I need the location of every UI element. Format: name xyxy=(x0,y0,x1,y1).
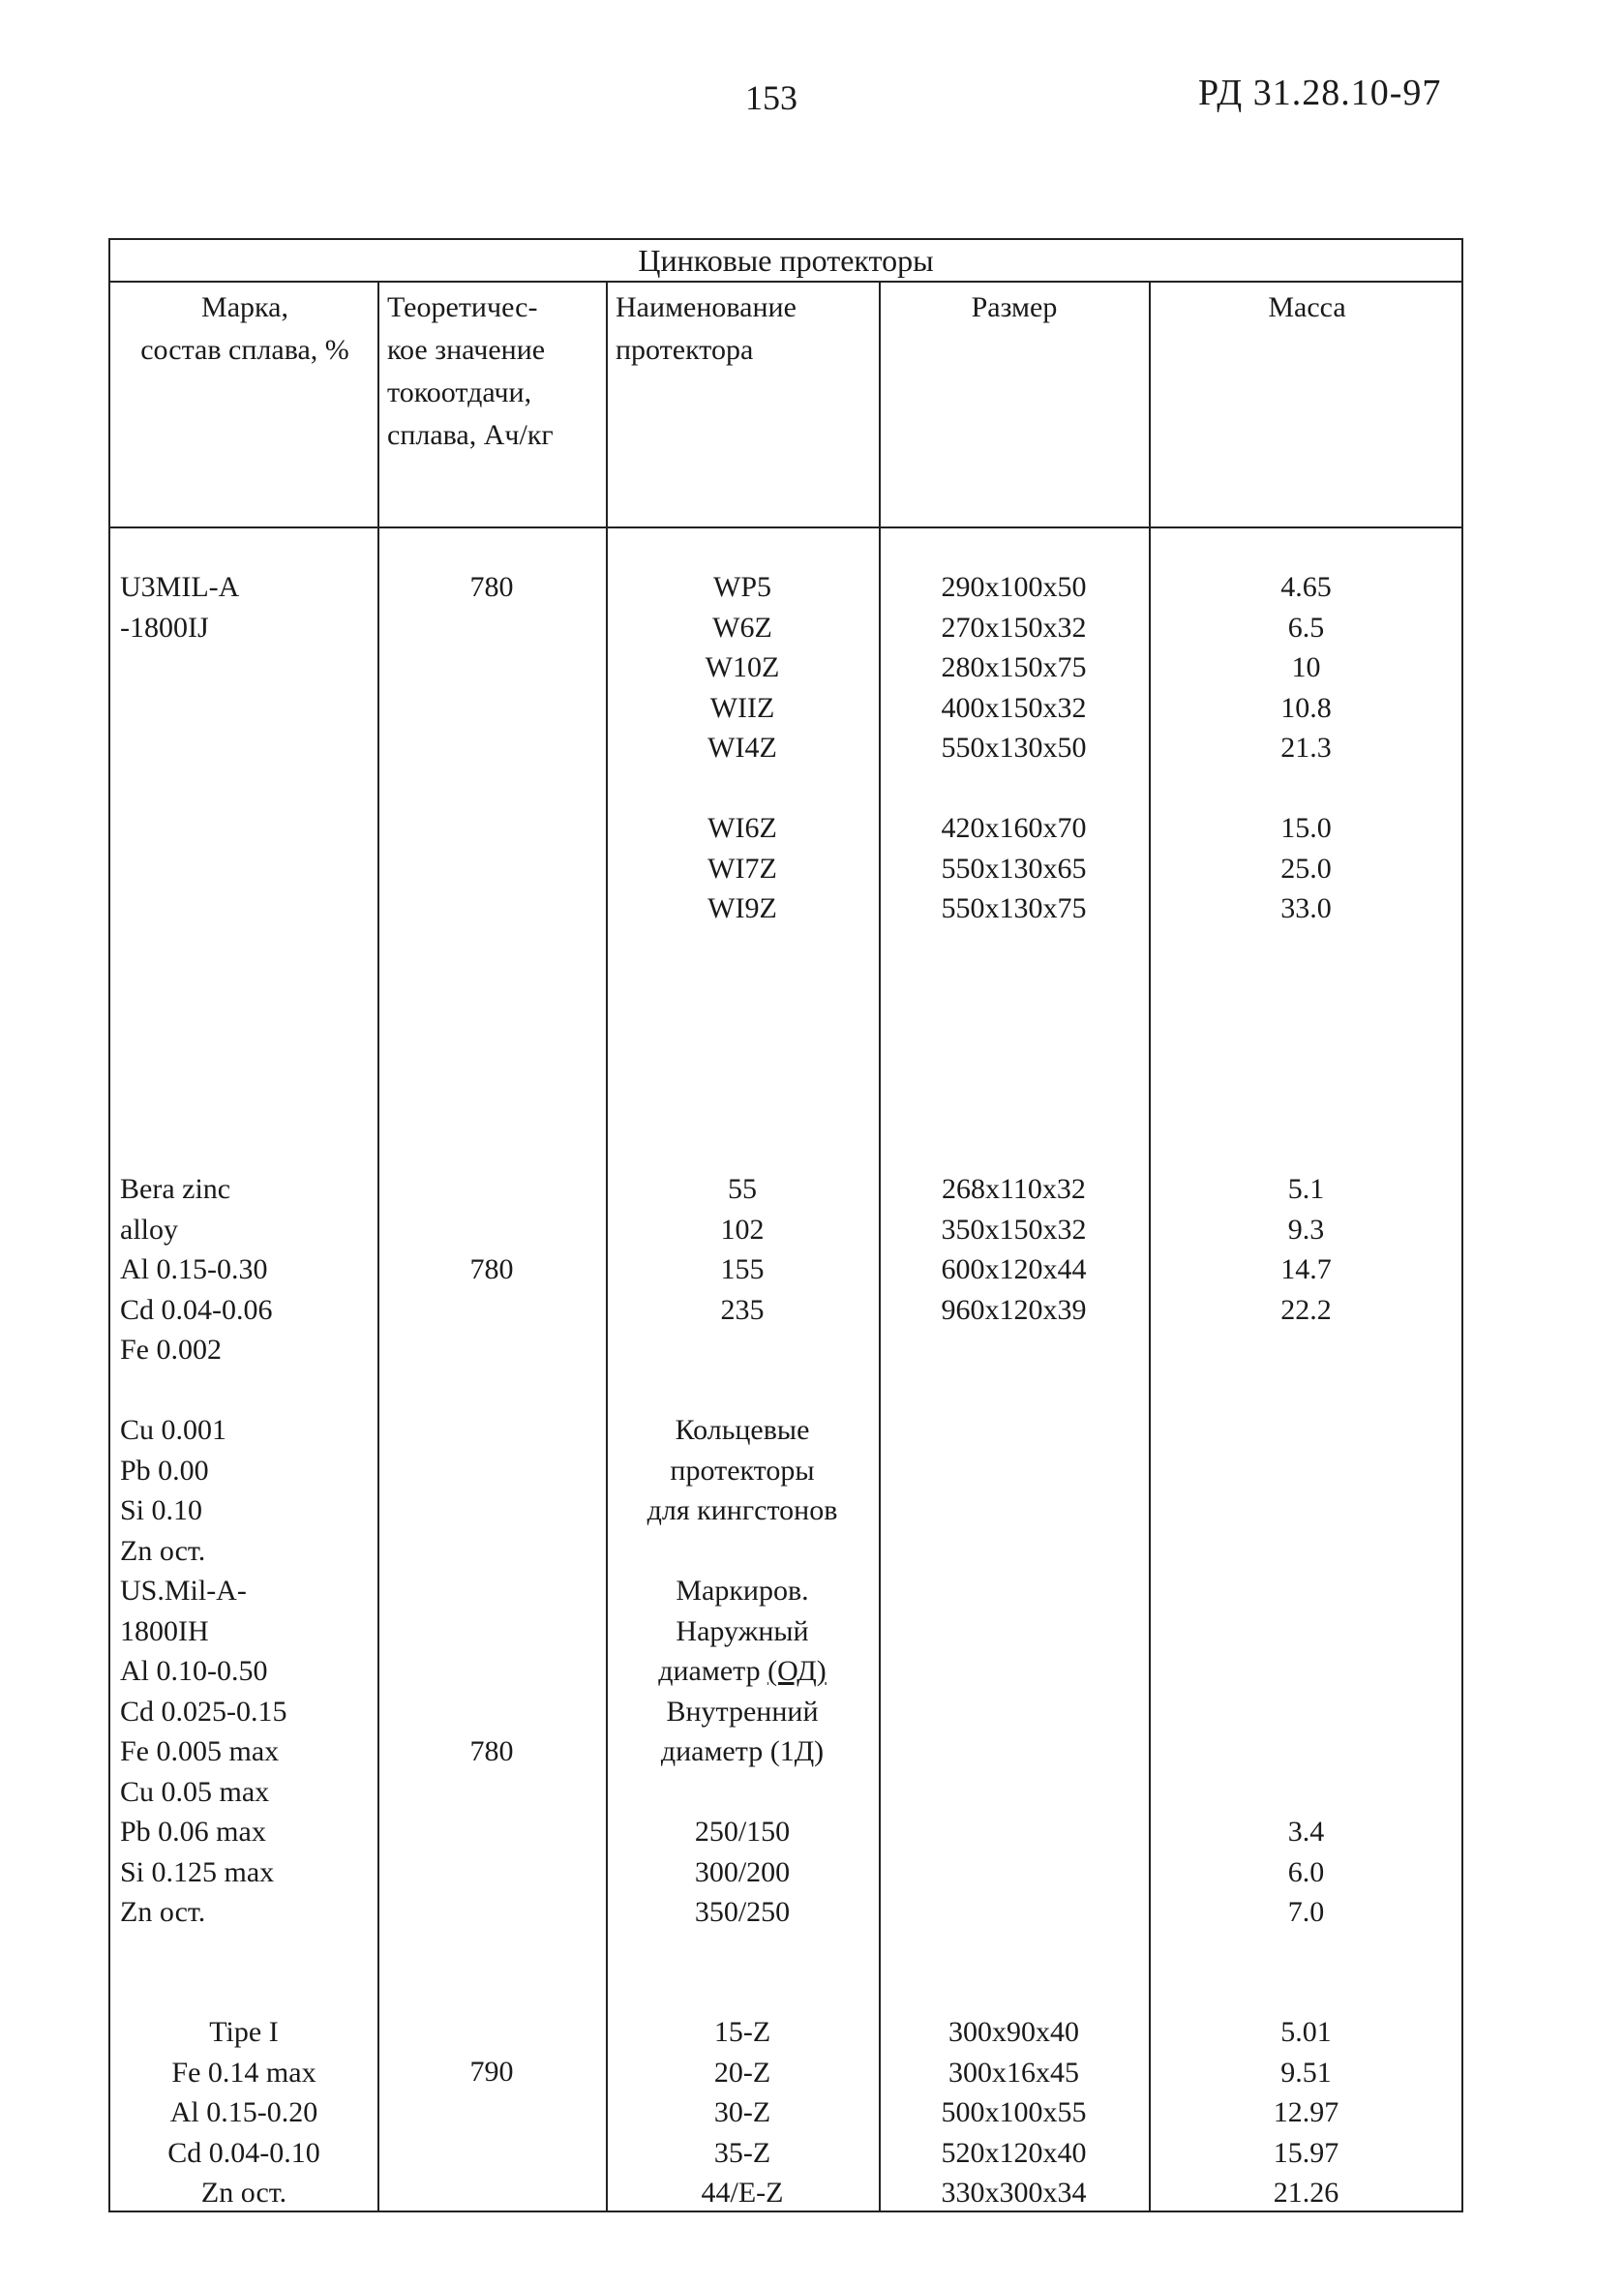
group2-sizes: 268x110x32 350x150x32 600x120x44 960x120x39 xyxy=(941,1173,1087,1326)
ring-marking-note: Маркиров. Наружный диаметр (ОД) Внутренний диаметр (1Д) 250/150 300/200 350/250 xyxy=(658,1575,827,1928)
header-current-output: Теоретичес- кое значение токоотдачи, сплава, Ач/кг xyxy=(387,291,554,451)
group4-composition: Tipe I Fe 0.14 max Al 0.15-0.20 Cd 0.04-0.10 Zn ост. xyxy=(167,2016,320,2209)
header-divider xyxy=(110,526,1461,528)
group2-names: 55 102 155 235 xyxy=(720,1173,765,1326)
table-title: Цинковые протекторы xyxy=(110,240,1461,283)
group4-masses: 5.01 9.51 12.97 15.97 21.26 xyxy=(1273,2016,1339,2209)
group1-grade: U3MIL-A -1800IJ xyxy=(120,571,240,644)
group4-sizes: 300x90x40 300x16x45 500x100x55 520x120x40 330x300x34 xyxy=(941,2016,1087,2209)
group1-names: WP5 W6Z W10Z WIIZ WI4Z WI6Z WI7Z WI9Z xyxy=(705,571,780,924)
group1-sizes: 290x100x50 270x150x32 280x150x75 400x150x32 550x130x50 420x160x70 550x130x65 550x130x75 xyxy=(941,571,1087,924)
group2-masses: 5.1 9.3 14.7 22.2 xyxy=(1280,1173,1332,1326)
header-protector-name: Наименование протектора xyxy=(616,291,797,366)
group4-names: 15-Z 20-Z 30-Z 35-Z 44/E-Z xyxy=(701,2016,784,2209)
page-number: 153 xyxy=(745,78,797,117)
header-size: Размер xyxy=(971,291,1058,323)
ring-protectors-title: Кольцевые протекторы для кингстонов xyxy=(647,1414,838,1526)
header-grade: Марка, состав сплава, % xyxy=(140,291,349,366)
ring-value: 780 xyxy=(469,1735,514,1767)
group1-value: 780 xyxy=(469,571,514,603)
header-mass: Масса xyxy=(1268,291,1346,323)
document-id: РД 31.28.10-97 xyxy=(1198,73,1442,113)
ring-grade: US.Mil-A- 1800IH Al 0.10-0.50 Cd 0.025-0.15 Fe 0.005 max Cu 0.05 max Pb 0.06 max Si 0.125 max Zn ост. xyxy=(120,1575,287,1928)
group2-value: 780 xyxy=(469,1253,514,1285)
ring-masses: 3.4 6.0 7.0 xyxy=(1287,1816,1325,1928)
group1-masses: 4.65 6.5 10 10.8 21.3 15.0 25.0 33.0 xyxy=(1280,571,1332,924)
group4-value: 790 xyxy=(469,2056,514,2088)
protectors-table xyxy=(108,238,1463,2212)
group2-composition: Bera zinc alloy Al 0.15-0.30 Cd 0.04-0.06 Fe 0.002 Cu 0.001 Pb 0.00 Si 0.10 Zn ост. xyxy=(120,1173,273,1567)
